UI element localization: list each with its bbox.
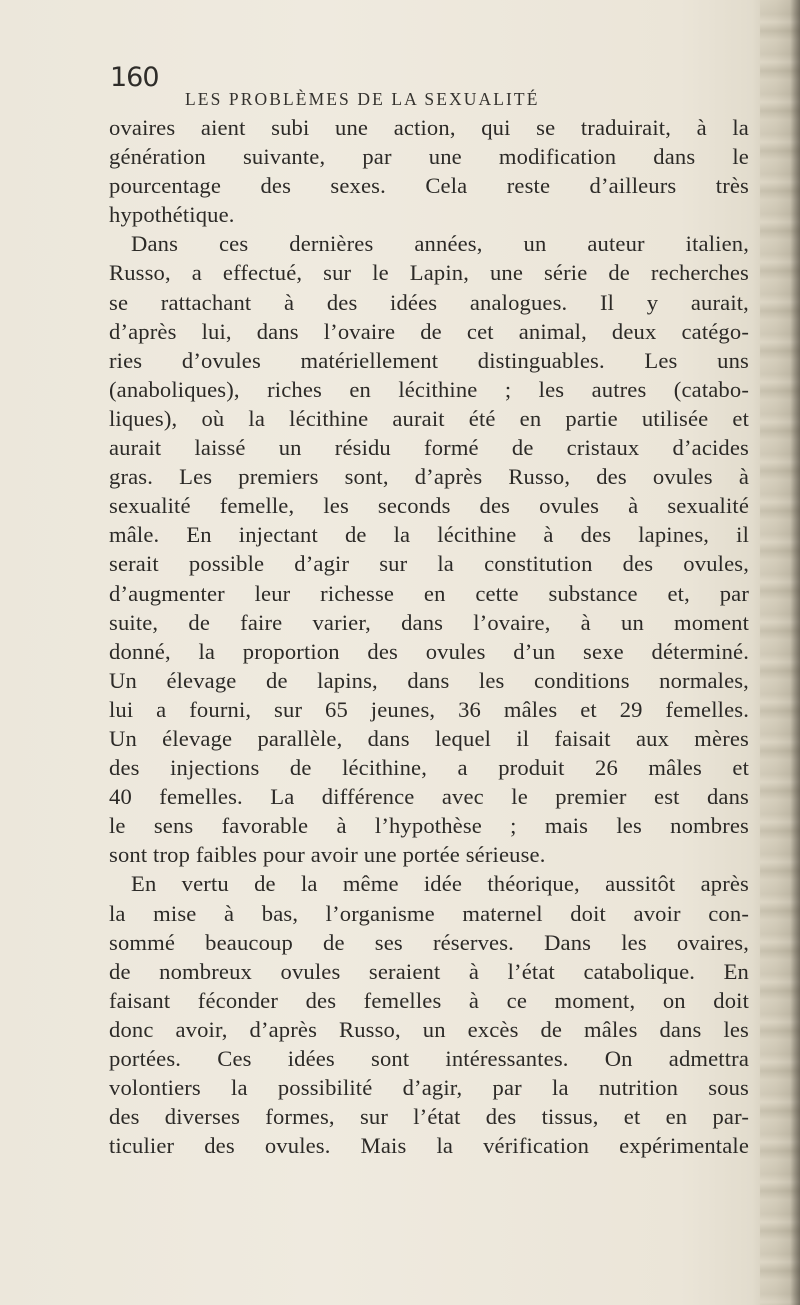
- text-line: sexualité femelle, les seconds des ovules à sexualité: [109, 493, 749, 519]
- text-line: Un élevage parallèle, dans lequel il faisait aux mères: [109, 725, 749, 751]
- text-line: génération suivante, par une modification dans le: [109, 144, 749, 170]
- running-head: LES PROBLÈMES DE LA SEXUALITÉ: [185, 89, 540, 109]
- text-line: mâle. En injectant de la lécithine à des lapines, il: [109, 522, 749, 548]
- text-line: se rattachant à des idées analogues. Il y aurait,: [109, 289, 749, 315]
- text-line: En vertu de la même idée théorique, aussitôt après: [131, 871, 749, 897]
- text-line: (anaboliques), riches en lécithine ; les autres (catabo-: [109, 376, 749, 402]
- text-line: lui a fourni, sur 65 jeunes, 36 mâles et 29 femelles.: [109, 696, 749, 722]
- page-number: 160: [110, 62, 159, 93]
- text-line: le sens favorable à l’hypothèse ; mais les nombres: [109, 813, 749, 839]
- text-line: sont trop faibles pour avoir une portée sérieuse.: [109, 842, 546, 868]
- text-line: liques), où la lécithine aurait été en partie utilisée et: [109, 405, 749, 431]
- text-line: aurait laissé un résidu formé de cristaux d’acides: [109, 435, 749, 461]
- text-line: Dans ces dernières années, un auteur italien,: [131, 231, 749, 257]
- page-edge-dark: [790, 0, 800, 1305]
- text-line: serait possible d’agir sur la constitution des ovules,: [109, 551, 749, 577]
- text-line: donc avoir, d’après Russo, un excès de mâles dans les: [109, 1016, 749, 1042]
- text-line: ticulier des ovules. Mais la vérification expérimentale: [109, 1133, 749, 1159]
- text-line: donné, la proportion des ovules d’un sexe déterminé.: [109, 638, 749, 664]
- text-line: des diverses formes, sur l’état des tissus, et en par-: [109, 1104, 749, 1130]
- text-line: volontiers la possibilité d’agir, par la nutrition sous: [109, 1075, 749, 1101]
- text-line: ries d’ovules matériellement distinguables. Les uns: [109, 347, 749, 373]
- text-line: suite, de faire varier, dans l’ovaire, à un moment: [109, 609, 749, 635]
- text-line: d’augmenter leur richesse en cette substance et, par: [109, 580, 749, 606]
- text-line: hypothétique.: [109, 202, 235, 228]
- text-line: d’après lui, dans l’ovaire de cet animal, deux catégo-: [109, 318, 749, 344]
- body-text: [109, 113, 749, 1160]
- text-line: pourcentage des sexes. Cela reste d’ailleurs très: [109, 173, 749, 199]
- text-line: la mise à bas, l’organisme maternel doit avoir con-: [109, 900, 749, 926]
- text-line: ovaires aient subi une action, qui se traduirait, à la: [109, 115, 749, 140]
- text-line: gras. Les premiers sont, d’après Russo, des ovules à: [109, 464, 749, 490]
- text-line: portées. Ces idées sont intéressantes. On admettra: [109, 1046, 749, 1071]
- text-line: Un élevage de lapins, dans les conditions normales,: [109, 667, 749, 693]
- text-line: de nombreux ovules seraient à l’état catabolique. En: [109, 958, 749, 984]
- text-line: faisant féconder des femelles à ce moment, on doit: [109, 987, 749, 1013]
- text-line: des injections de lécithine, a produit 26 mâles et: [109, 755, 749, 781]
- text-line: sommé beaucoup de ses réserves. Dans les ovaires,: [109, 929, 749, 955]
- text-line: 40 femelles. La différence avec le premier est dans: [109, 784, 749, 810]
- text-line: Russo, a effectué, sur le Lapin, une série de recherches: [109, 260, 749, 286]
